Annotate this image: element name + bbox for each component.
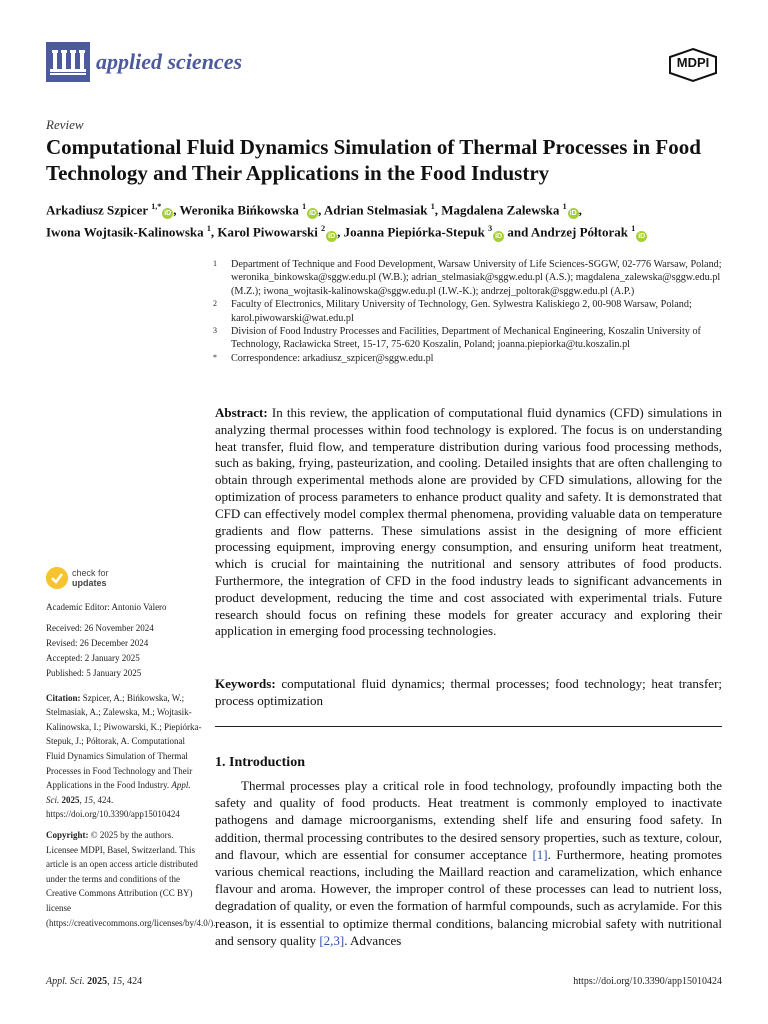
intro-paragraph [215,777,722,949]
publisher-name: MDPI [676,55,710,70]
author-affiliation-marker: 1 [302,202,307,211]
author-name[interactable]: Arkadiusz Szpicer [46,202,148,218]
orcid-icon[interactable]: iD [495,232,503,240]
author-name[interactable]: Andrzej Półtorak [530,224,628,240]
author-name[interactable]: Magdalena Zalewska [441,202,560,218]
article-title: Computational Fluid Dynamics Simulation of Thermal Processes in Food Technology and Their Applications in the Food Industry [46,135,701,185]
academic-editor: Academic Editor: Antonio Valero [46,602,167,612]
keywords [215,675,722,709]
mdpi-logo[interactable] [667,47,719,83]
check-updates-icon [46,567,68,589]
author-name[interactable]: Joanna Piepiórka-Stepuk [343,224,485,240]
section-title: 1. Introduction [215,755,305,770]
author-line-2: Iwona Wojtasik-Kalinowska $^1$, Karol Piwowarski $^2$iD , Joanna Piepiórka-Stepuk $^3$iD and Andrzej Półtorak $^1$iD [46,224,646,240]
abstract-text: In this review, the application of computational fluid dynamics (CFD) simulations in analyzing thermal processes within food technology is explored. The focus is on understanding heat transfer, fluid flow, and temperature distribution during various food processing methods, such as baking, frying, pasteurization, and cooling. Detailed insights that are often challenging to obtain through experimental methods alone are provided by CFD simulations, allowing for the optimization of process parameters to enhance product quality and safety. It is demonstrated that CFD can effectively model complex thermal phenomena, providing valuable data on temperature gradients and flow patterns. These simulations assist in the designing of more efficient processing equipment, improving energy consumption, and ensuring uniform heat treatment, which is crucial for maintaining the nutritional and sensory attributes of food products. Furthermore, the integration of CFD in the food industry leads to significant advancements in product development, reducing the time and cost associated with experimental trials. Future research should focus on refining these models for greater accuracy and exploring their application in emerging food processing technologies. [215,405,722,639]
check-updates-line1: check for [72,568,109,578]
check-for-updates-button[interactable] [46,567,109,589]
divider [215,726,722,727]
orcid-icon[interactable]: iD [638,232,646,240]
author-affiliation-marker: 1 [631,224,636,234]
footer-journal: Appl. Sci. [46,976,85,987]
affiliation-item [213,352,725,365]
author-affiliation-marker: 1 [430,202,435,211]
journal-logo[interactable] [46,42,242,82]
author-affiliation-marker: 2 [321,224,326,234]
affiliation-number: 3 [213,326,217,336]
citation-link-2[interactable]: [2,3] [319,932,345,948]
article-type: Review [46,117,84,132]
affiliation-text: Division of Food Industry Processes and Facilities, Department of Mechanical Engineering, Koszalin University of Technology, Racławicka Street, 15-17, 75-620 Koszalin, Poland; joanna.piepiorka@tu.koszalin.pl [231,326,701,351]
affiliation-number: 2 [213,299,217,309]
citation-year: 2025 [61,794,80,805]
citation-link-1[interactable]: [1] [532,846,548,862]
abstract [215,405,722,640]
affiliation-number: 1 [213,259,217,268]
accepted-date: Accepted: 2 January 2025 [46,652,140,663]
author-affiliation-marker: 1 [206,224,211,234]
copyright-label: Copyright: [46,829,89,840]
affiliation-text: Correspondence: arkadiusz_szpicer@sggw.edu.pl [231,352,434,364]
orcid-icon[interactable]: iD [164,210,172,218]
citation-label: Citation: [46,692,81,703]
author-line-1: Arkadiusz Szpicer $^{1,*}$iD , Weronika Bińkowska $^1$iD , Adrian Stelmasiak $^1$, Magdalena Zalewska $^1$iD , [46,202,582,218]
author-name[interactable]: Iwona Wojtasik-Kalinowska [46,224,204,240]
abstract-label: Abstract: [215,405,268,420]
intro-text-1: Thermal processes play a critical role in food technology, profoundly impacting both the safety and quality of food products. Heat treatment is commonly employed to inactivate pathogens and damage microorganisms, extending shelf life and ensuring food safety. In addition, thermal processing contributes to the desired sensory properties, such as texture, colour, and flavour, which are essential for consumer acceptance [215,778,722,862]
footer-citation: Appl. Sci. 2025, 15, 424 [46,976,143,987]
author-list [46,197,736,242]
intro-text-2: . Furthermore, heating promotes various chemical reactions, including the Maillard reaction and caramelization, which enhance flavour and aroma. However, the improper control of these processes can lead to nutrient loss, degradation of quality, or even the formation of harmful compounds, such as acrylamide. For this reason, it is essential to optimize thermal conditions, balancing microbial safety with nutritional and sensory quality [215,846,722,948]
keywords-label: Keywords: [215,676,276,691]
orcid-icon[interactable]: iD [309,210,317,218]
citation-volume: 15 [84,794,93,805]
intro-text-3: . Advances [344,932,402,948]
affiliation-item [213,298,725,325]
copyright-text: © 2025 by the authors. Licensee MDPI, Basel, Switzerland. This article is an open access article distributed under the terms and conditions of the Creative Commons Attribution (CC BY) license (https://creativecommons.org/licenses/by/4.0/). [46,829,216,928]
revised-date: Revised: 26 December 2024 [46,637,149,648]
affiliation-text: Department of Technique and Food Development, Warsaw University of Life Sciences-SGGW, 02-776 Warsaw, Poland; weronika_binkowska@sggw.edu.pl (W.B.); adrian_stelmasiak@sggw.edu.pl (A.S.); magdalena_zalewska@sggw.edu.pl (M.Z.); iwona_wojtasik-kalinowska@sggw.edu.pl (I.W.-K.); andrzej_poltorak@sggw.edu.pl (A.P.) [231,259,722,297]
affiliation-item [213,258,725,298]
citation-journal: Appl. Sci. [46,780,191,805]
footer-page: , 424 [122,976,143,987]
journal-emblem-icon [46,42,90,82]
footer-volume: 15 [112,976,123,987]
author-name[interactable]: Weronika Bińkowska [179,202,299,218]
author-and: and [504,224,531,240]
author-affiliation-marker: 1 [562,202,567,211]
citation-block: Citation: Szpicer, A.; Bińkowska, W.; Stelmasiak, A.; Zalewska, M.; Wojtasik-Kalinowska, I.; Piwowarski, K.; Piepiórka-Stepuk, J.; Półtorak, A. Computational Fluid Dynamics Simulation of Thermal Processes in Food Technology and Their Applications in the Food Industry. Appl. Sci. 2025, 15, 424. https://doi.org/10.3390/app15010424 [46,692,202,820]
check-updates-line2: updates [72,578,107,588]
citation-doi[interactable]: , 424. https://doi.org/10.3390/app15010424 [46,794,180,820]
affiliation-item [213,325,725,352]
orcid-icon[interactable]: iD [328,232,336,240]
copyright-block [46,828,216,930]
keywords-text: computational fluid dynamics; thermal processes; food technology; heat transfer; process optimization [215,676,723,708]
orcid-icon[interactable]: iD [569,210,577,218]
author-name[interactable]: Karol Piwowarski [217,224,318,240]
footer-doi-link[interactable]: https://doi.org/10.3390/app15010424 [573,976,722,987]
affiliation-text: Faculty of Electronics, Military University of Technology, Gen. Sylwestra Kaliskiego 2, 00-908 Warsaw, Poland; karol.piwowarski@wat.edu.pl [231,299,692,324]
affiliation-number: * [213,352,217,362]
journal-name: applied sciences [96,49,243,74]
footer-year: 2025 [87,976,108,987]
page-footer [46,976,722,987]
affiliations [213,258,725,365]
published-date: Published: 5 January 2025 [46,667,142,678]
article-dates [46,621,206,681]
citation-text: Szpicer, A.; Bińkowska, W.; Stelmasiak, A.; Zalewska, M.; Wojtasik-Kalinowska, I.; Piwowarski, K.; Piepiórka-Stepuk, J.; Półtorak, A. Computational Fluid Dynamics Simulation of Thermal Processes in Food Technology and Their Applications in the Food Industry. [46,692,202,791]
received-date: Received: 26 November 2024 [46,622,154,633]
author-affiliation-marker: 3 [488,224,493,234]
sidebar [46,600,216,936]
author-name[interactable]: Adrian Stelmasiak [323,202,428,218]
author-affiliation-marker: 1,* [151,202,162,211]
